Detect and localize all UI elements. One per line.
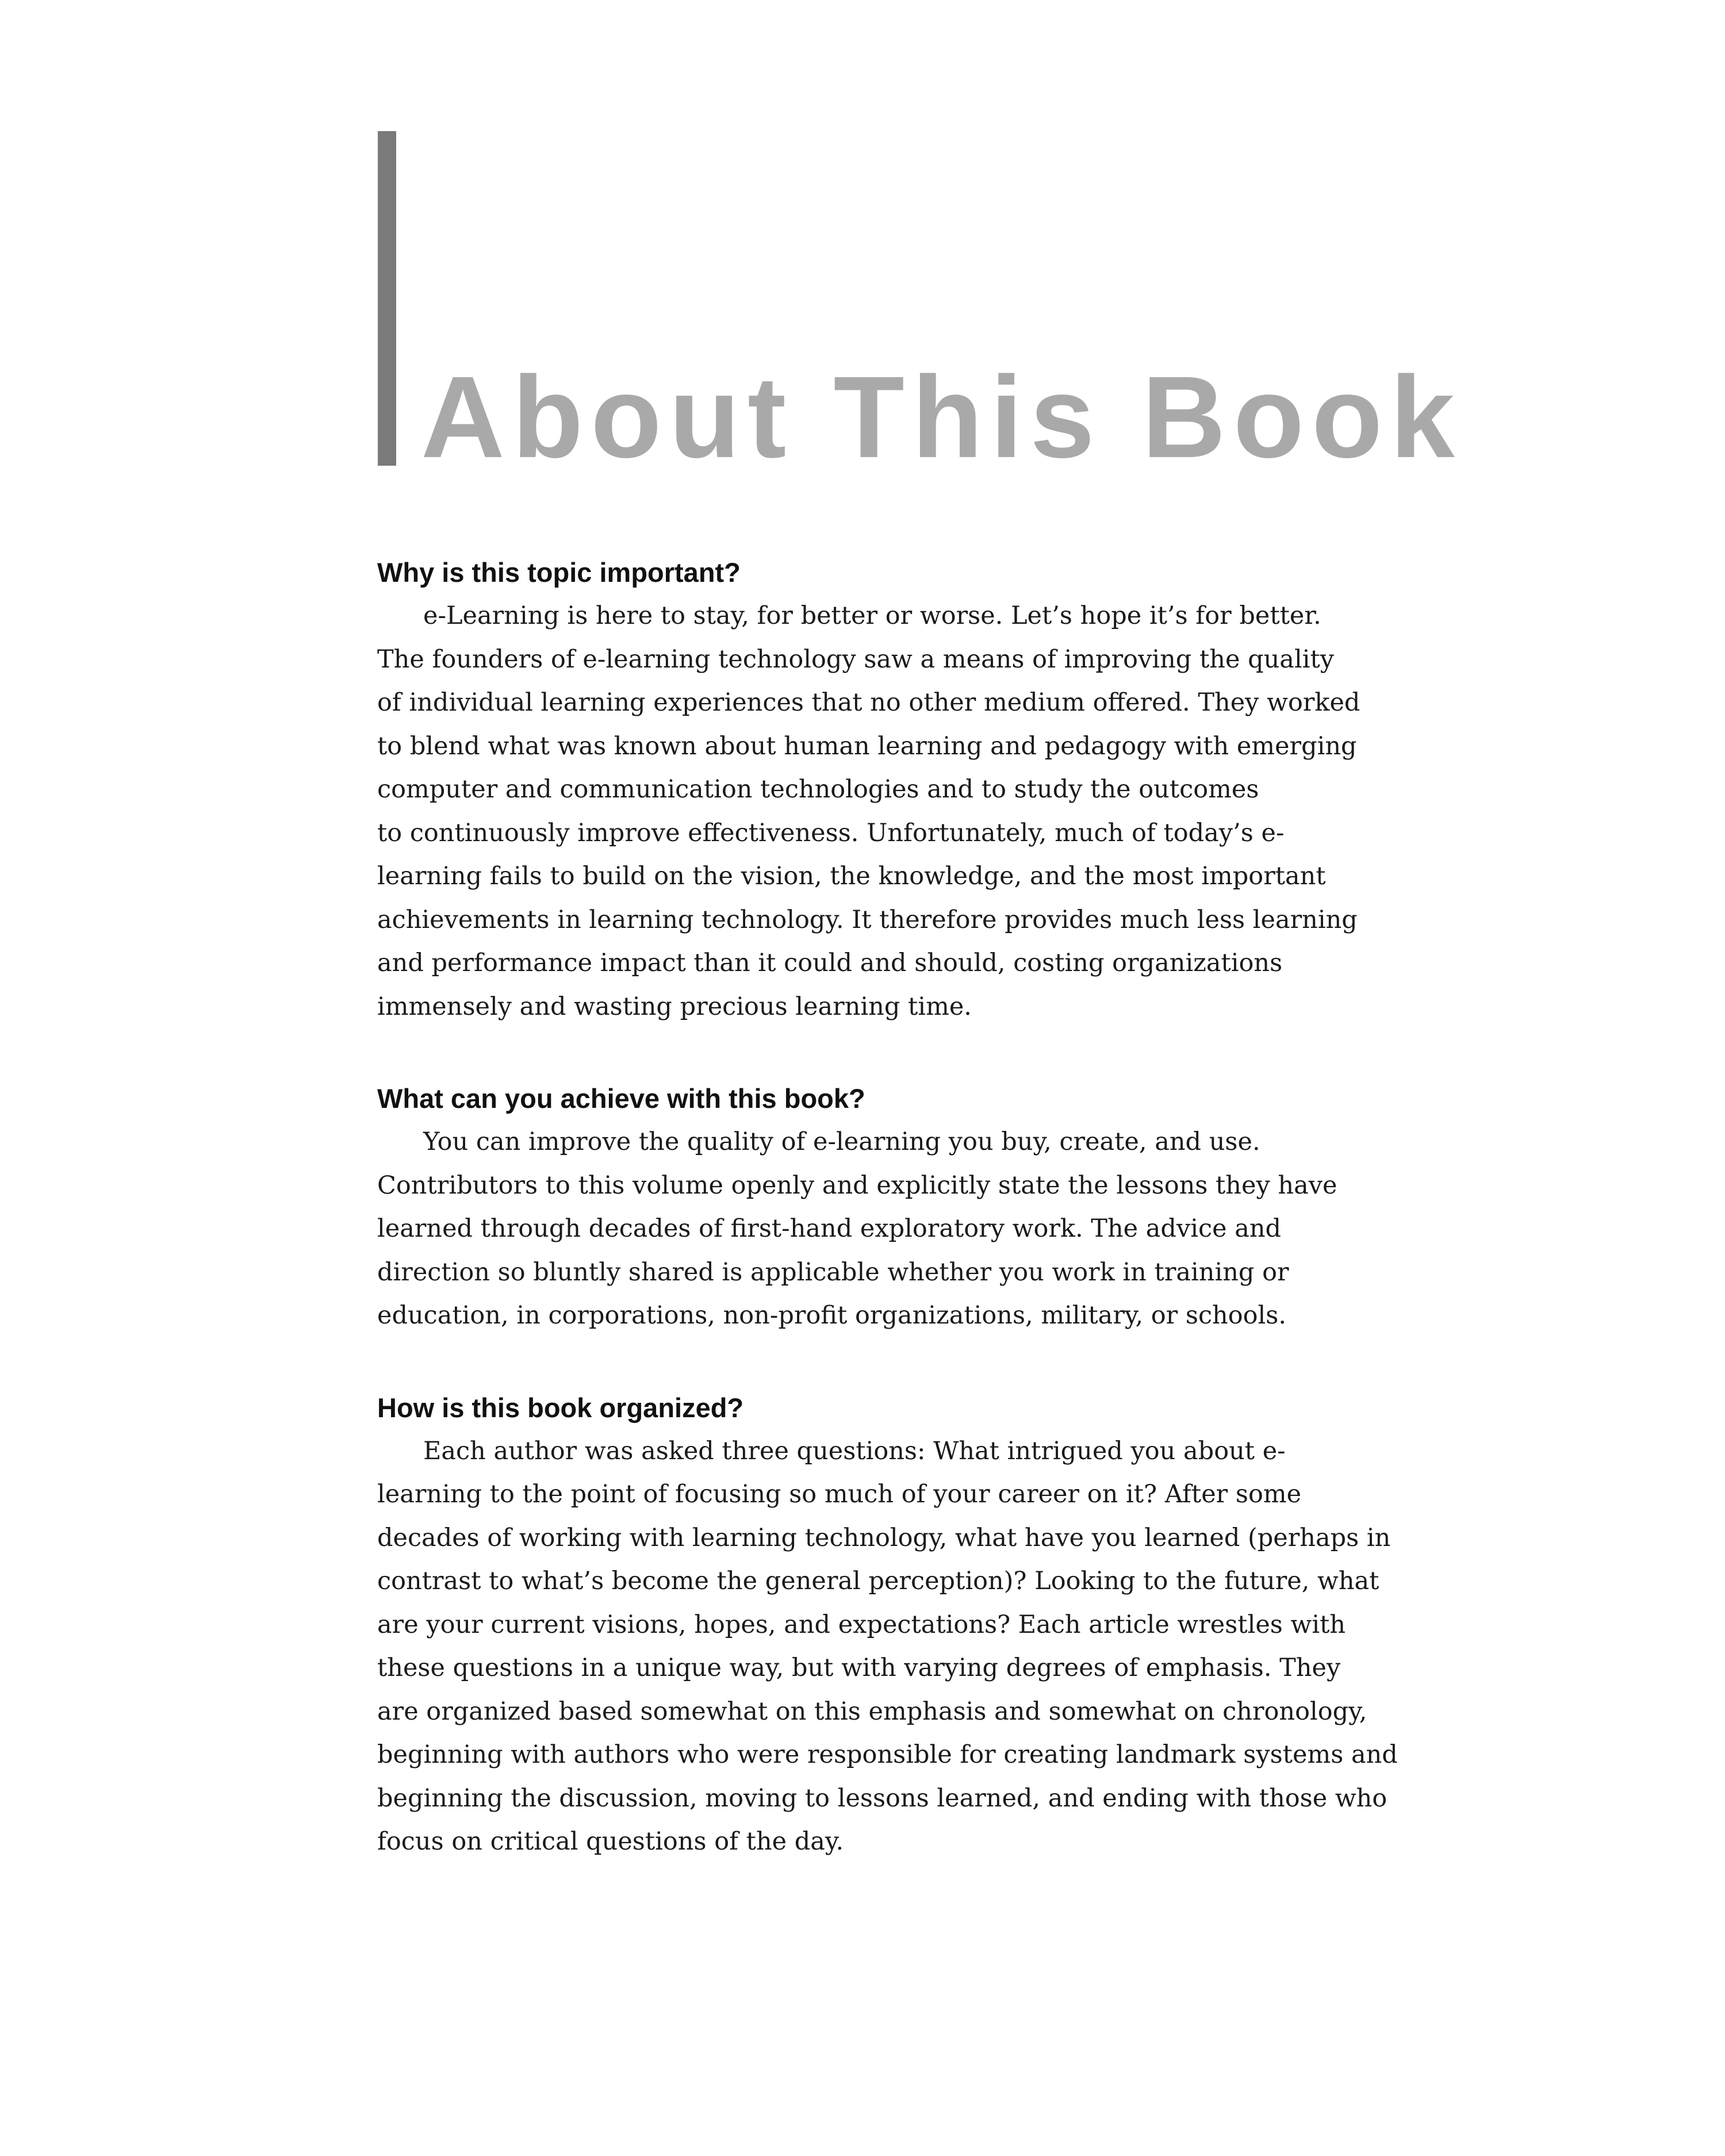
section-paragraph (377, 1121, 1343, 1338)
section-how-organized (377, 1386, 1398, 1864)
paragraph-line: these questions in a unique way, but with varying degrees of emphasis. They (377, 1654, 1341, 1682)
paragraph-line: e-Learning is here to stay, for better or worse. Let’s hope it’s for better. (423, 601, 1321, 630)
paragraph-line: are your current visions, hopes, and expectations? Each article wrestles with (377, 1610, 1346, 1639)
paragraph-line: focus on critical questions of the day. (377, 1827, 844, 1856)
paragraph-line: You can improve the quality of e-learning you buy, create, and use. (423, 1127, 1260, 1156)
paragraph-line: immensely and wasting precious learning time. (377, 992, 972, 1021)
section-why-important (377, 551, 1360, 1029)
paragraph-line: beginning with authors who were responsible for creating landmark systems and (377, 1740, 1398, 1769)
paragraph-line: The founders of e-learning technology saw a means of improving the quality (377, 645, 1335, 674)
section-paragraph (377, 1430, 1398, 1864)
paragraph-line: learning fails to build on the vision, the knowledge, and the most important (377, 862, 1326, 891)
section-what-achieve (377, 1077, 1343, 1338)
paragraph-line: learning to the point of focusing so much of your career on it? After some (377, 1480, 1302, 1509)
paragraph-line: computer and communication technologies and to study the outcomes (377, 775, 1259, 804)
paragraph-line: beginning the discussion, moving to lessons learned, and ending with those who (377, 1783, 1387, 1813)
title-accent-bar (378, 131, 396, 466)
paragraph-line: contrast to what’s become the general perception)? Looking to the future, what (377, 1567, 1379, 1595)
paragraph-line: of individual learning experiences that no other medium offered. They worked (377, 688, 1360, 717)
section-heading: What can you achieve with this book? (377, 1083, 865, 1114)
paragraph-line: learned through decades of first-hand exploratory work. The advice and (377, 1214, 1282, 1243)
paragraph-line: decades of working with learning technology, what have you learned (perhaps in (377, 1523, 1391, 1552)
section-paragraph (377, 594, 1360, 1029)
page-title: About This Book (421, 352, 1462, 482)
paragraph-line: education, in corporations, non-profit organizations, military, or schools. (377, 1301, 1287, 1330)
paragraph-line: to blend what was known about human learning and pedagogy with emerging (377, 731, 1357, 761)
paragraph-line: Each author was asked three questions: What intrigued you about e- (423, 1436, 1286, 1466)
page-content (377, 551, 1398, 1912)
section-heading: How is this book organized? (377, 1392, 744, 1423)
paragraph-line: and performance impact than it could and should, costing organizations (377, 949, 1283, 977)
paragraph-line: are organized based somewhat on this emphasis and somewhat on chronology, (377, 1697, 1367, 1726)
section-heading: Why is this topic important? (377, 557, 741, 588)
paragraph-line: Contributors to this volume openly and explicitly state the lessons they have (377, 1171, 1337, 1200)
paragraph-line: achievements in learning technology. It therefore provides much less learning (377, 905, 1358, 934)
paragraph-line: direction so bluntly shared is applicable whether you work in training or (377, 1257, 1289, 1287)
paragraph-line: to continuously improve effectiveness. Unfortunately, much of today’s e- (377, 818, 1285, 847)
